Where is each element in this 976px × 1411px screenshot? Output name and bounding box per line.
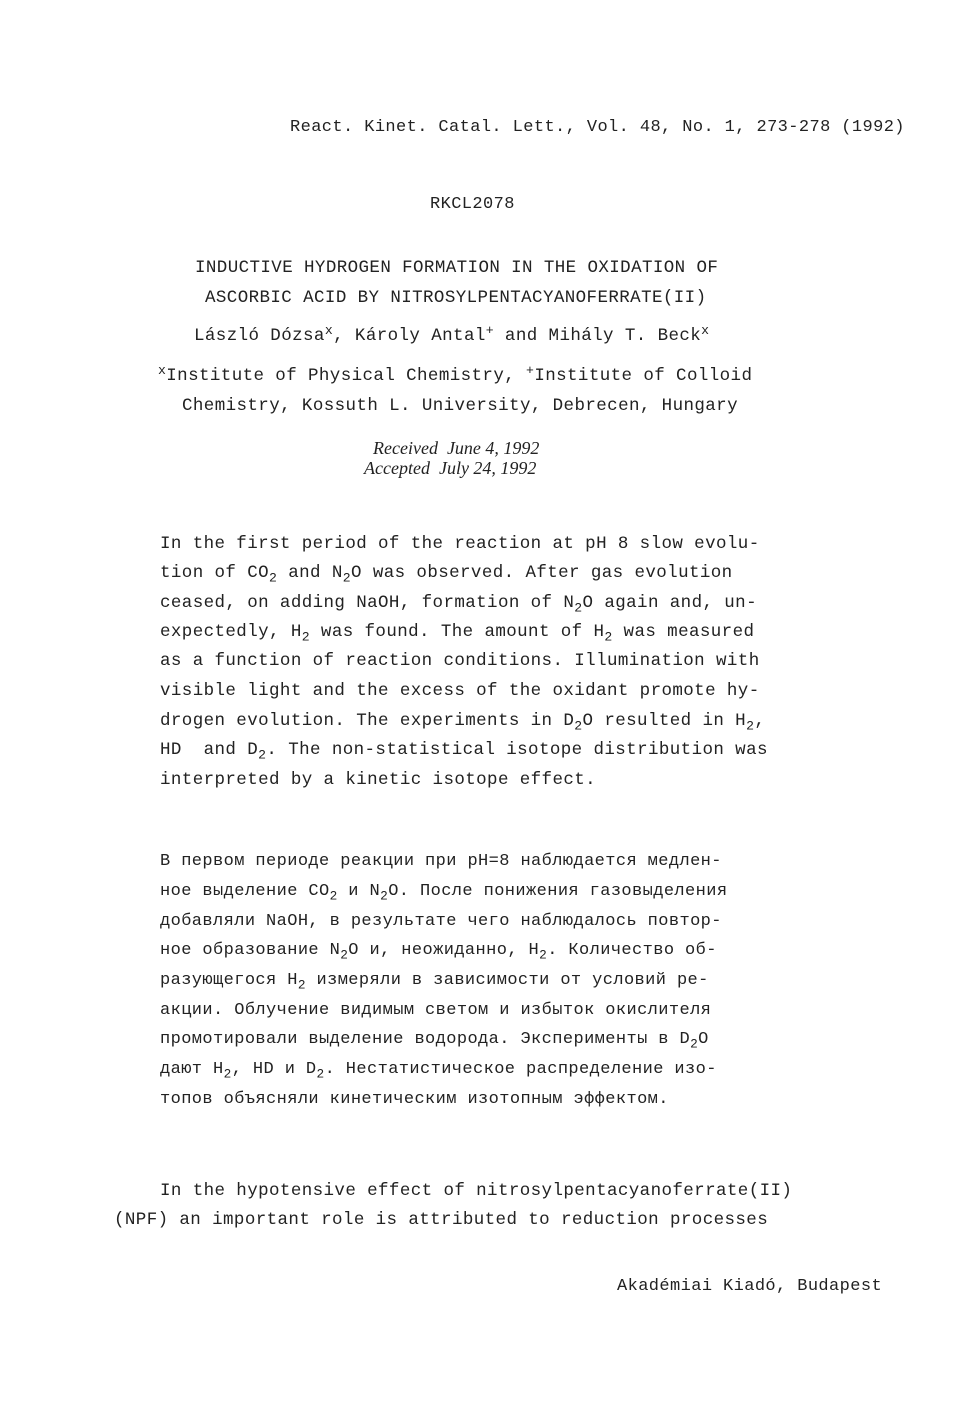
affiliation-line-1: [158, 363, 753, 386]
authors: [194, 323, 710, 346]
abstract-en-line: ceased, on adding NaOH, formation of $N_2O$ again and, un-: [160, 593, 757, 616]
title-line-1: INDUCTIVE HYDROGEN FORMATION IN THE OXIDATION OF: [195, 258, 719, 278]
author-3-mark: x: [701, 323, 710, 339]
article-code: RKCL2078: [430, 195, 515, 214]
abstract-ru-line: ное выделение $CO_2$ и $N_2O$. После понижения газовыделения: [160, 882, 728, 904]
abstract-en-line: HD and $D_2$. The non-statistical isotope distribution was: [160, 740, 768, 763]
journal-citation: React. Kinet. Catal. Lett., Vol. 48, No. 1, 273-278 (1992): [290, 118, 905, 137]
abstract-ru-line: разующегося $H_2$ измеряли в зависимости от условий ре-: [160, 971, 709, 993]
abstract-en-line: visible light and the excess of the oxidant promote hy-: [160, 681, 760, 701]
publisher-footer: Akadémiai Kiadó, Budapest: [617, 1277, 883, 1296]
abstract-ru-line: добавляли NaOH, в результате чего наблюдалось повтор-: [160, 912, 722, 931]
author-2: Károly Antal: [354, 326, 486, 346]
abstract-en-line: as a function of reaction conditions. Illumination with: [160, 651, 760, 671]
title-line-2: ASCORBIC ACID BY NITROSYLPENTACYANOFERRATE(II): [205, 288, 707, 308]
author-separator-1: ,: [333, 326, 355, 346]
abstract-ru-line: промотировали выделение водорода. Эксперименты в $D_2O$: [160, 1030, 709, 1052]
affiliation-mark-1: x: [158, 363, 167, 379]
institute-1: Institute of Physical Chemistry,: [166, 366, 527, 386]
abstract-en-line: In the first period of the reaction at pH 8 slow evolu-: [160, 534, 760, 554]
abstract-ru-line: дают $H_2$, HD и $D_2$. Нестатистическое распределение изо-: [160, 1060, 717, 1082]
author-2-mark: +: [485, 323, 495, 339]
author-separator-2: and: [494, 326, 549, 346]
abstract-en-line: interpreted by a kinetic isotope effect.: [160, 770, 597, 790]
body-line-2: (NPF) an important role is attributed to reduction processes: [114, 1210, 769, 1230]
abstract-ru-line: ное образование $N_2O$ и, неожиданно, $H_2$. Количество об-: [160, 941, 717, 963]
accepted-date: Accepted July 24, 1992: [364, 458, 537, 478]
author-1-mark: x: [324, 323, 334, 339]
abstract-en-line: drogen evolution. The experiments in $D_2O$ resulted in $H_2$,: [160, 711, 766, 734]
abstract-ru-line: В первом периоде реакции при pH=8 наблюдается медлен-: [160, 852, 722, 871]
institute-2: Institute of Colloid: [534, 366, 753, 386]
affiliation-mark-2: +: [526, 363, 535, 379]
abstract-en-line: expectedly, $H_2$ was found. The amount of $H_2$ was measured: [160, 622, 755, 645]
abstract-ru-line: акции. Облучение видимым светом и избыток окислителя: [160, 1001, 712, 1020]
body-line-1: In the hypotensive effect of nitrosylpentacyanoferrate(II): [160, 1181, 793, 1201]
author-1: László Dózsa: [194, 326, 325, 346]
abstract-en-line: tion of $CO_2$ and $N_2O$ was observed. After gas evolution: [160, 563, 733, 586]
abstract-ru-line: топов объясняли кинетическим изотопным эффектом.: [160, 1090, 669, 1109]
affiliation-line-2: Chemistry, Kossuth L. University, Debrecen, Hungary: [182, 396, 738, 416]
author-3: Mihály T. Beck: [548, 326, 702, 346]
received-date: Received June 4, 1992: [373, 438, 540, 458]
